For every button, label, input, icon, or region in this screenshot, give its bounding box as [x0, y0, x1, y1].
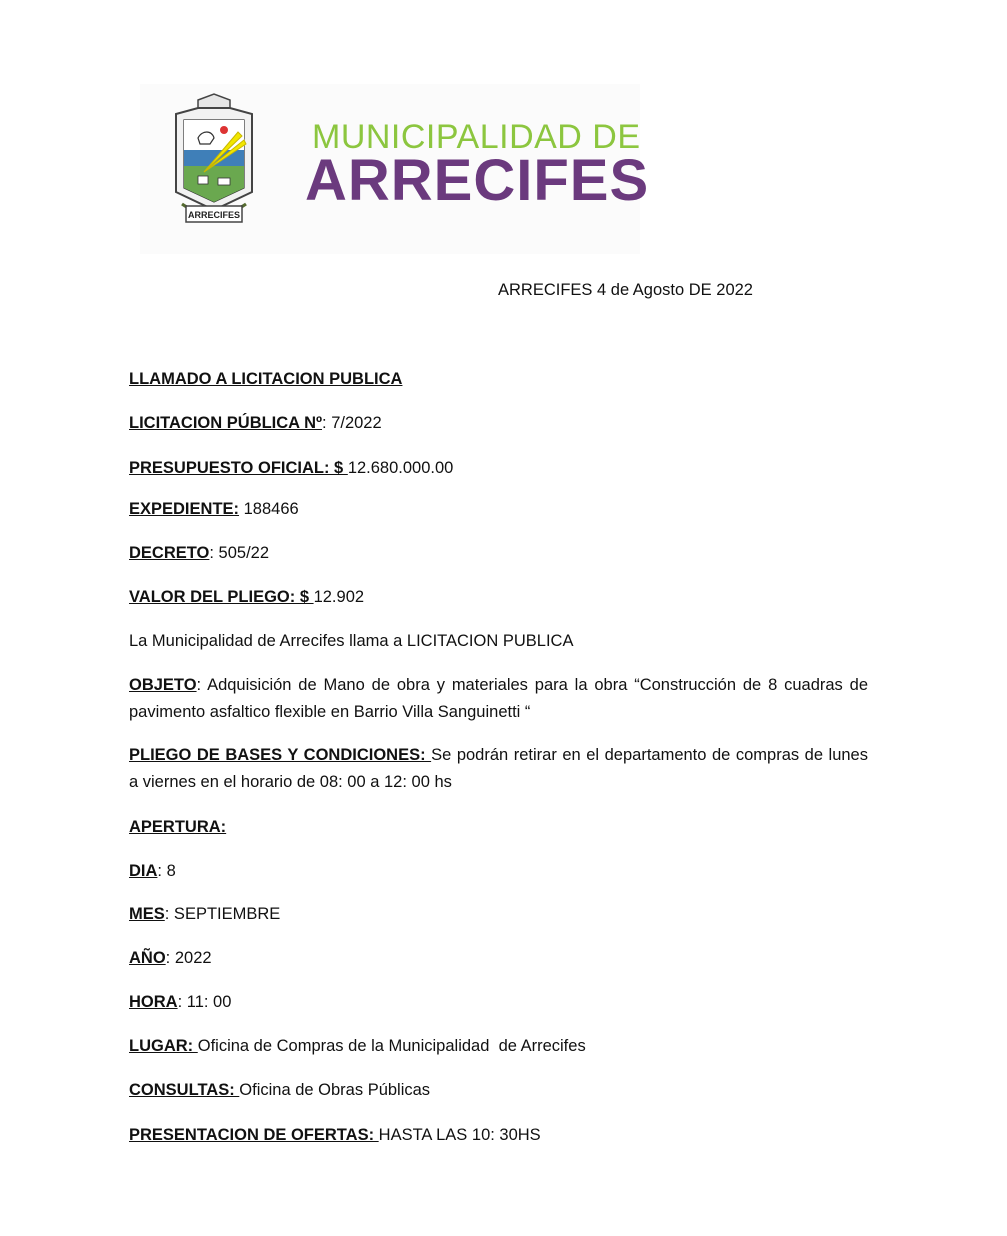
- consultas-value: Oficina de Obras Públicas: [239, 1081, 431, 1099]
- presentacion-value: HASTA LAS 10: 30HS: [378, 1126, 541, 1144]
- expediente-value: 188466: [239, 500, 299, 518]
- licitacion-sep: :: [322, 414, 327, 432]
- document-date: ARRECIFES 4 de Agosto DE 2022: [498, 281, 753, 299]
- title-text: LLAMADO A LICITACION PUBLICA: [129, 370, 403, 388]
- intro-line: La Municipalidad de Arrecifes llama a LICITACION PUBLICA: [129, 632, 574, 650]
- decreto-line: [129, 543, 269, 563]
- lugar-value: Oficina de Compras de la Municipalidad de Arrecifes: [197, 1037, 586, 1055]
- decreto-value: : 505/22: [209, 544, 270, 562]
- pliego-bases-paragraph: [129, 742, 868, 796]
- presentacion-label: PRESENTACION DE OFERTAS:: [129, 1126, 379, 1144]
- presupuesto-label: PRESUPUESTO OFICIAL: $: [129, 459, 348, 477]
- anio-line: [129, 948, 212, 968]
- municipal-crest-icon: [168, 92, 260, 228]
- dia-value: : 8: [157, 862, 176, 880]
- apertura-line: [129, 817, 226, 837]
- pliego-bases-value: Se podrán retirar en el departamento de compras de lunes a viernes en el horario de 08: 00 a 12: 00 hs: [129, 746, 868, 791]
- decreto-label: DECRETO: [129, 544, 210, 562]
- mes-value: : SEPTIEMBRE: [164, 905, 281, 923]
- expediente-label: EXPEDIENTE:: [129, 500, 240, 518]
- hora-line: [129, 992, 231, 1012]
- consultas-line: [129, 1080, 430, 1100]
- mes-label: MES: [129, 905, 165, 923]
- presupuesto-value: 12.680.000.00: [347, 459, 454, 477]
- objeto-paragraph: [129, 672, 868, 726]
- dia-label: DIA: [129, 862, 158, 880]
- pliego-bases-label: PLIEGO DE BASES Y CONDICIONES:: [129, 746, 432, 764]
- dia-line: [129, 861, 176, 881]
- anio-label: AÑO: [129, 949, 166, 967]
- expediente-line: [129, 499, 299, 519]
- presupuesto-line: [129, 458, 453, 478]
- lugar-label: LUGAR:: [129, 1037, 198, 1055]
- licitacion-value: 7/2022: [326, 414, 382, 432]
- valor-pliego-line: [129, 587, 364, 607]
- crest-banner-text: ARRECIFES: [187, 210, 241, 220]
- presentacion-line: [129, 1125, 541, 1145]
- licitacion-line: [129, 413, 382, 433]
- logo-line1: MUNICIPALIDAD DE: [312, 118, 641, 156]
- lugar-line: [129, 1036, 586, 1056]
- valor-pliego-label: VALOR DEL PLIEGO: $: [129, 588, 314, 606]
- apertura-label: APERTURA:: [129, 818, 227, 836]
- valor-pliego-value: 12.902: [313, 588, 365, 606]
- hora-value: : 11: 00: [177, 993, 232, 1011]
- logo-line2: ARRECIFES: [305, 148, 650, 213]
- objeto-label: OBJETO: [129, 676, 197, 694]
- mes-line: [129, 904, 280, 924]
- hora-label: HORA: [129, 993, 178, 1011]
- consultas-label: CONSULTAS:: [129, 1081, 240, 1099]
- objeto-value: : Adquisición de Mano de obra y materiales para la obra “Construcción de 8 cuadras de pavimento asfaltico flexible en Barrio Villa Sanguinetti “: [129, 676, 868, 721]
- document-title: [129, 369, 402, 389]
- licitacion-label: LICITACION PÚBLICA Nº: [129, 414, 323, 432]
- anio-value: : 2022: [165, 949, 212, 967]
